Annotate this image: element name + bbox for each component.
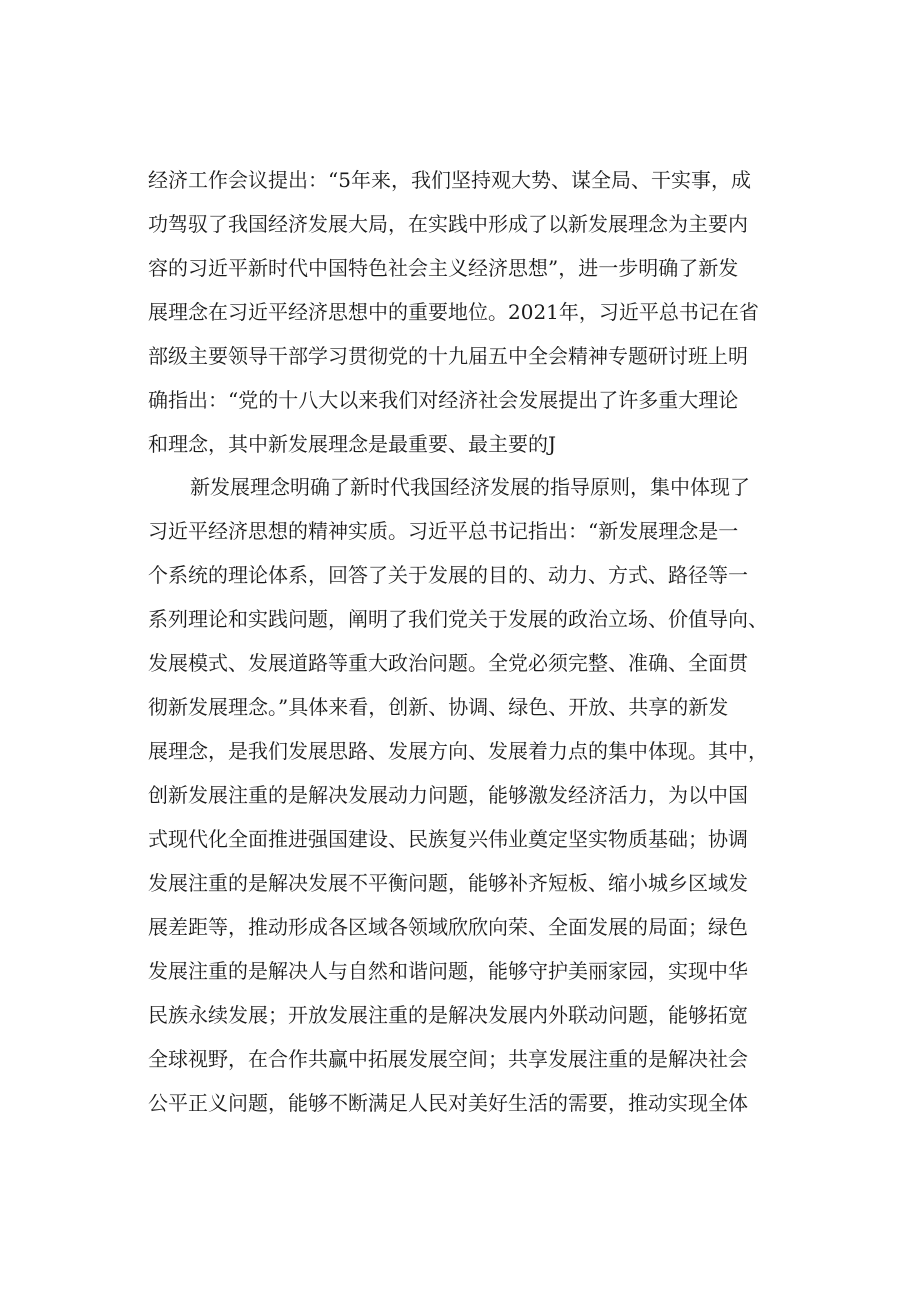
- paragraph-line: 民族永续发展；开放发展注重的是解决发展内外联动问题，能够拓宽: [148, 1003, 748, 1027]
- paragraph-line: 彻新发展理念。”具体来看，创新、协调、绿色、开放、共享的新发: [148, 695, 729, 719]
- paragraph-line: 发展注重的是解决人与自然和谐问题，能够守护美丽家园，实现中华: [148, 959, 748, 983]
- paragraph-1: [148, 158, 828, 466]
- paragraph-line: 经济工作会议提出：“5年来，我们坚持观大势、谋全局、干实事，成: [148, 168, 751, 192]
- paragraph-line: 容的习近平新时代中国特色社会主义经济思想”，进一步明确了新发: [148, 256, 739, 280]
- paragraph-line: 发展模式、发展道路等重大政治问题。全党必须完整、准确、全面贯: [148, 651, 748, 675]
- paragraph-2: [148, 465, 828, 1125]
- paragraph-line: 式现代化全面推进强国建设、民族复兴伟业奠定坚实物质基础；协调: [148, 827, 748, 851]
- paragraph-line: 新发展理念明确了新时代我国经济发展的指导原则，集中体现了: [190, 475, 750, 499]
- paragraph-line: 展差距等，推动形成各区域各领域欣欣向荣、全面发展的局面；绿色: [148, 915, 748, 939]
- paragraph-line: 确指出：“党的十八大以来我们对经济社会发展提出了许多重大理论: [148, 388, 739, 412]
- paragraph-line: 展理念在习近平经济思想中的重要地位。2021年，习近平总书记在省: [148, 300, 759, 324]
- paragraph-line: 习近平经济思想的精神实质。习近平总书记指出：“新发展理念是一: [148, 519, 739, 543]
- paragraph-line: 公平正义问题，能够不断满足人民对美好生活的需要，推动实现全体: [148, 1091, 748, 1115]
- paragraph-line: 个系统的理论体系，回答了关于发展的目的、动力、方式、路径等一: [148, 563, 748, 587]
- paragraph-line: 展理念，是我们发展思路、发展方向、发展着力点的集中体现。其中，: [148, 739, 768, 763]
- paragraph-line: 全球视野，在合作共赢中拓展发展空间；共享发展注重的是解决社会: [148, 1047, 748, 1071]
- paragraph-line: 创新发展注重的是解决发展动力问题，能够激发经济活力，为以中国: [148, 783, 748, 807]
- paragraph-line: 系列理论和实践问题，阐明了我们党关于发展的政治立场、价值导向、: [148, 607, 768, 631]
- paragraph-line: 和理念，其中新发展理念是最重要、最主要的J: [148, 432, 557, 456]
- paragraph-line: 部级主要领导干部学习贯彻党的十九届五中全会精神专题研讨班上明: [148, 344, 748, 368]
- paragraph-line: 发展注重的是解决发展不平衡问题，能够补齐短板、缩小城乡区域发: [148, 871, 748, 895]
- paragraph-line: 功驾驭了我国经济发展大局，在实践中形成了以新发展理念为主要内: [148, 212, 748, 236]
